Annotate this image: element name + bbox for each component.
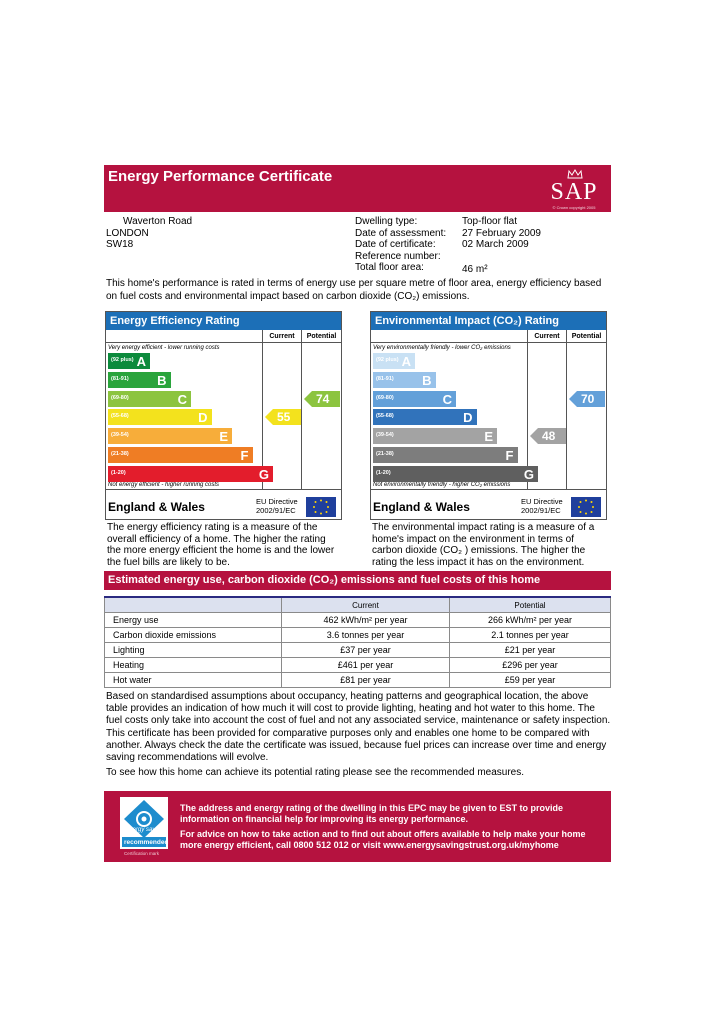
info-label: Date of assessment: <box>355 227 447 239</box>
row-current: £37 per year <box>282 643 450 658</box>
sap-logo-text: SAP <box>550 179 598 205</box>
est-line-1: The address and energy rating of the dwelling in this EPC may be given to EST to provide information on financial help for improving its energy performance. <box>180 803 564 824</box>
info-value: Top-floor flat <box>462 216 518 227</box>
certificate-title: Energy Performance Certificate <box>108 168 333 185</box>
ei-directive-code: 2002/91/EC <box>521 506 561 515</box>
band-letter: D <box>463 410 473 426</box>
row-current: 462 kWh/m² per year <box>282 613 450 628</box>
ei-title: Environmental Impact (CO₂) Rating <box>371 312 606 330</box>
band-letter: A <box>136 354 146 369</box>
recommendation-text: To see how this home can achieve its potential rating please see the recommended measures. <box>106 767 525 778</box>
costs-table <box>104 596 611 688</box>
table-header-row <box>105 597 611 613</box>
band-letter: A <box>401 354 411 369</box>
ei-potential-value: 70 <box>581 391 595 406</box>
band-letter: B <box>422 372 432 388</box>
row-potential: £21 per year <box>450 643 611 658</box>
band-letter: C <box>442 391 452 407</box>
band-range: (1-20) <box>111 469 126 476</box>
band-range: (39-54) <box>111 432 129 439</box>
info-value: 02 March 2009 <box>462 239 529 250</box>
energy-saving-recommended-logo <box>110 797 180 857</box>
assumptions-text: Based on standardised assumptions about occupancy, heating patterns and geographical location, the above table provides an indication of how much it will cost to provide lighting, heating and hot water to this home. The fuel costs only take into account the cost of fuel and not any associated service, maintenance or safety inspection. This certificate has been provided for comparative purposes only and enables one home to be compared with another. Always check the date the certificate was issued, because fuel prices can increase over time and energy saving recommendations will evolve. <box>106 691 611 764</box>
address-block <box>106 216 192 251</box>
ei-band-d <box>373 409 477 425</box>
ei-bottom-note: Not environmentally friendly - higher CO₂ emissions <box>373 482 511 488</box>
ee-band-g <box>108 466 273 482</box>
ee-band-b <box>108 372 171 388</box>
band-range: (39-54) <box>376 432 394 439</box>
row-potential: £296 per year <box>450 658 611 673</box>
ei-col-current: Current <box>534 333 560 340</box>
eu-flag-icon <box>306 497 336 517</box>
certificate-header <box>104 165 611 212</box>
ee-potential-value: 74 <box>316 391 330 406</box>
environmental-impact-rating-chart <box>370 311 607 520</box>
band-letter: E <box>219 429 228 445</box>
row-label: Lighting <box>105 643 282 658</box>
band-range: (55-68) <box>376 413 394 420</box>
ei-band-e <box>373 428 497 444</box>
eu-flag-icon <box>571 497 601 517</box>
ee-directive <box>256 497 298 515</box>
est-banner <box>104 791 611 862</box>
ei-band-f <box>373 447 518 463</box>
table-row <box>105 643 611 658</box>
info-value <box>462 251 541 263</box>
ee-description: The energy efficiency rating is a measure of the overall efficiency of a home. The higher the rating the more energy efficient the home is and the lower the fuel bills are likely to be. <box>107 522 335 568</box>
ee-directive-code: 2002/91/EC <box>256 506 296 515</box>
ei-region: England & Wales <box>373 500 470 514</box>
band-range: (81-91) <box>376 375 394 382</box>
band-range: (69-80) <box>111 394 129 401</box>
ei-directive-label: EU Directive <box>521 497 563 506</box>
info-label: Date of certificate: <box>355 239 436 250</box>
row-current: £461 per year <box>282 658 450 673</box>
info-label: Total floor area: <box>355 262 424 273</box>
ee-title: Energy Efficiency Rating <box>106 312 341 330</box>
band-letter: G <box>523 466 534 482</box>
address-line: SW18 <box>106 239 134 250</box>
band-letter: C <box>177 391 187 407</box>
ee-band-f <box>108 447 253 463</box>
costs-title: Estimated energy use, carbon dioxide (CO₂) emissions and fuel costs of this home <box>104 571 611 590</box>
table-row <box>105 673 611 688</box>
row-label: Heating <box>105 658 282 673</box>
info-values <box>462 216 541 276</box>
crown-icon <box>567 169 583 179</box>
ee-directive-label: EU Directive <box>256 497 298 506</box>
band-range: (21-38) <box>111 451 129 457</box>
ei-description: The environmental impact rating is a measure of a home's impact on the environment in terms of carbon dioxide (CO₂ ) emissions. The higher the rating the less impact it has on the environment. <box>372 522 595 568</box>
logo-cert: Certification mark <box>124 851 160 856</box>
band-range: (69-80) <box>376 394 394 401</box>
row-potential: 266 kWh/m² per year <box>450 613 611 628</box>
ei-current-value: 48 <box>542 429 556 444</box>
band-range: (92 plus) <box>111 357 134 363</box>
row-label: Carbon dioxide emissions <box>105 628 282 643</box>
sap-copyright: © Crown copyright 2005 <box>552 205 596 210</box>
table-row <box>105 613 611 628</box>
ee-region: England & Wales <box>108 500 205 514</box>
ee-band-c <box>108 391 191 407</box>
band-letter: G <box>258 466 269 482</box>
ei-band-a <box>373 353 415 369</box>
ee-current-value: 55 <box>277 410 291 425</box>
table-header-empty <box>105 597 282 613</box>
ei-col-potential: Potential <box>571 333 602 340</box>
ee-band-d <box>108 409 212 425</box>
band-letter: F <box>240 448 249 463</box>
info-label: Dwelling type: <box>355 216 418 227</box>
row-potential: 2.1 tonnes per year <box>450 628 611 643</box>
info-value: 27 February 2009 <box>462 227 541 239</box>
band-range: (81-91) <box>111 375 129 382</box>
table-header-current: Current <box>282 597 450 613</box>
est-line-2: For advice on how to take action and to find out about offers available to help make your home more energy efficient, call 0800 512 012 or visit www.energysavingstrust.org.uk/myhome <box>180 829 586 850</box>
table-row <box>105 628 611 643</box>
table-header-potential: Potential <box>450 597 611 613</box>
ei-band-b <box>373 372 436 388</box>
sap-logo <box>543 169 605 209</box>
band-letter: B <box>157 372 167 388</box>
logo-text: energy saving <box>126 827 164 833</box>
band-letter: F <box>505 448 514 463</box>
band-range: (55-68) <box>111 413 129 420</box>
ei-directive <box>521 497 563 515</box>
table-row <box>105 658 611 673</box>
row-label: Energy use <box>105 613 282 628</box>
address-line: LONDON <box>106 227 149 239</box>
info-value: 46 m² <box>462 264 488 275</box>
info-labels <box>355 216 446 274</box>
band-range: (21-38) <box>376 451 394 457</box>
row-potential: £59 per year <box>450 673 611 688</box>
band-range: (1-20) <box>376 469 391 476</box>
ee-col-current: Current <box>269 333 295 340</box>
row-label: Hot water <box>105 673 282 688</box>
ee-bottom-note: Not energy efficient - higher running costs <box>108 482 220 488</box>
ei-top-note: Very environmentally friendly - lower CO₂ emissions <box>373 345 511 351</box>
band-letter: D <box>198 410 208 426</box>
energy-efficiency-rating-chart <box>105 311 342 520</box>
ei-band-c <box>373 391 456 407</box>
ee-col-potential: Potential <box>306 333 337 340</box>
band-letter: E <box>484 429 493 445</box>
info-label: Reference number: <box>355 250 441 262</box>
ee-band-e <box>108 428 232 444</box>
ei-band-g <box>373 466 538 482</box>
row-current: 3.6 tonnes per year <box>282 628 450 643</box>
address-line: Waverton Road <box>123 216 193 227</box>
ee-top-note: Very energy efficient - lower running costs <box>108 345 220 351</box>
band-range: (92 plus) <box>376 357 399 363</box>
ee-band-a <box>108 353 150 369</box>
row-current: £81 per year <box>282 673 450 688</box>
intro-text: This home's performance is rated in terms of energy use per square metre of floor area, energy efficiency based on fuel costs and environmental impact based on carbon dioxide (CO₂) emissions. <box>106 278 602 302</box>
logo-recommended: recommended <box>124 839 169 846</box>
